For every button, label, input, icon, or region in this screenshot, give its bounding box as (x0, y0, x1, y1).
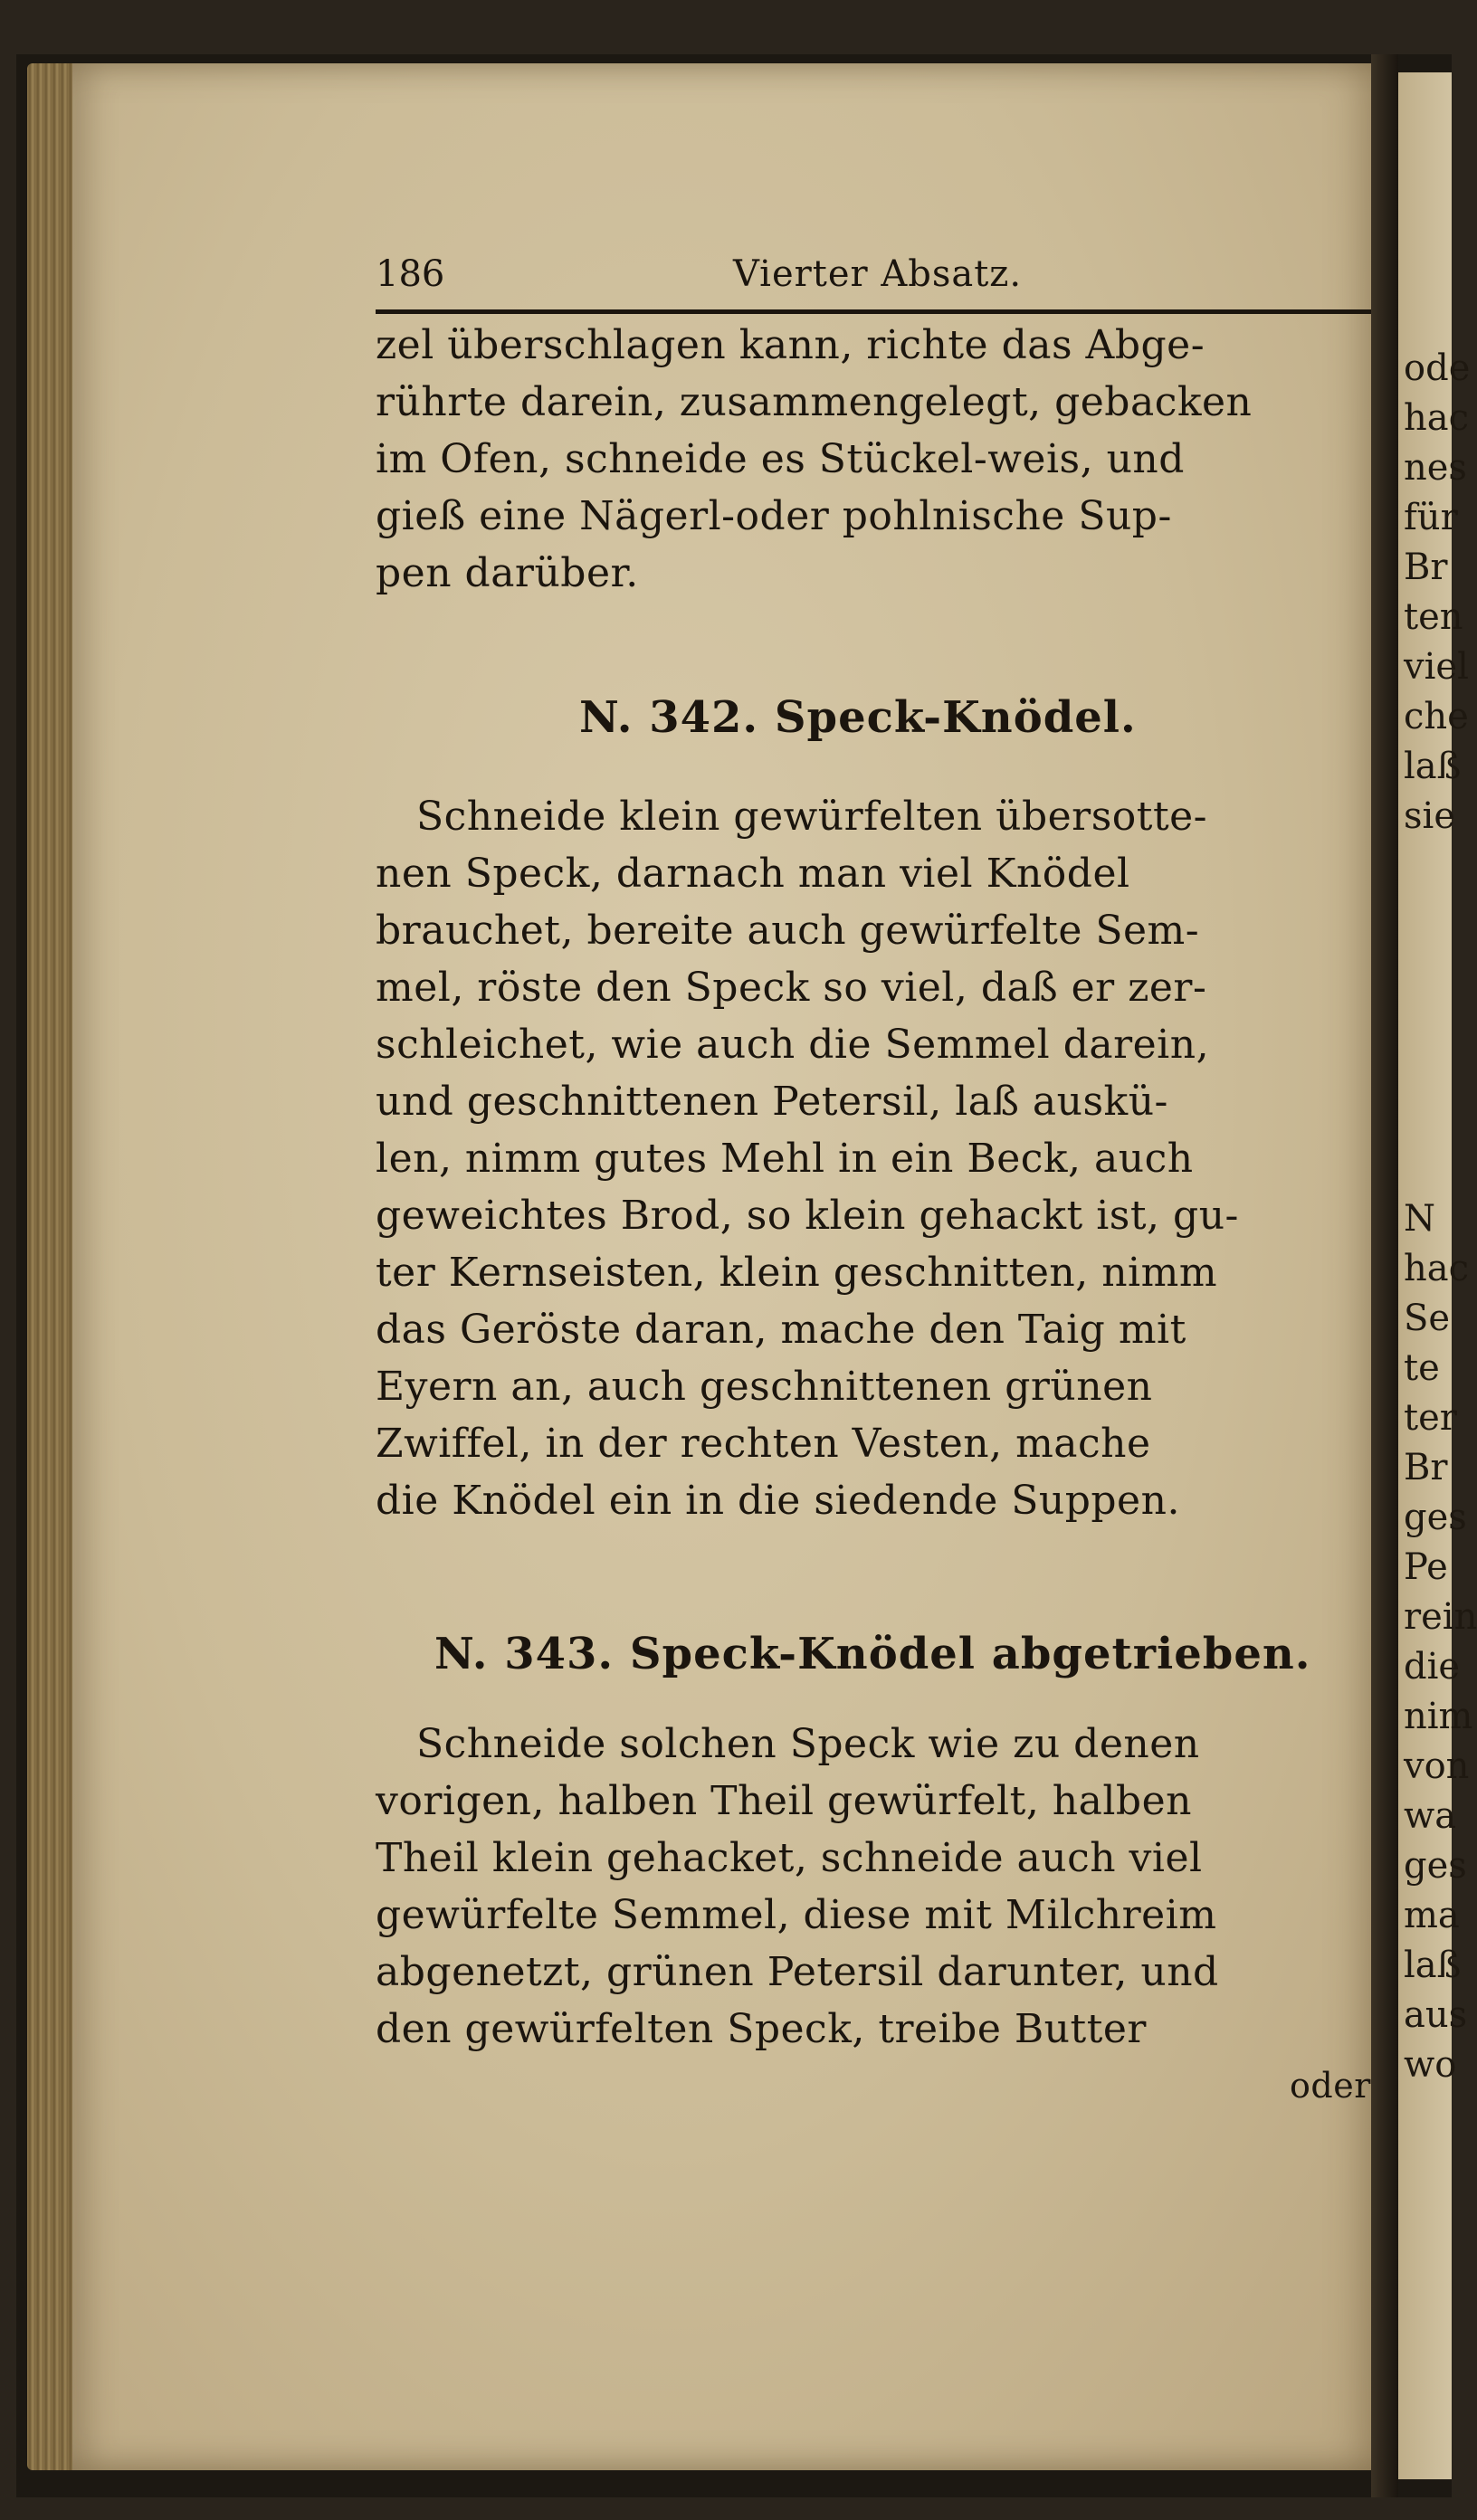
text-line: Schneide klein gewürfelten übersotte- (416, 794, 1208, 840)
text-line: und geschnittenen Petersil, laß auskü- (376, 1079, 1168, 1125)
text-line: Theil klein gehacket, schneide auch viel (376, 1835, 1203, 1881)
fragment: te (1404, 1347, 1440, 1389)
text-line: gieß eine Nägerl-oder pohlnische Sup- (376, 493, 1172, 539)
text-line: Eyern an, auch geschnittenen grünen (376, 1364, 1153, 1410)
fragment: ten (1404, 596, 1463, 638)
text-line: geweichtes Brod, so klein gehackt ist, gu- (376, 1193, 1239, 1239)
text-line: rührte darein, zusammengelegt, gebacken (376, 379, 1253, 425)
text-line: schleichet, wie auch die Semmel darein, (376, 1022, 1210, 1068)
next-page-top-fragments (1398, 344, 1470, 842)
fragment: Se (1404, 1298, 1451, 1339)
fragment: nim (1404, 1696, 1473, 1737)
right-page-edge (1398, 72, 1477, 2479)
fragment: aus (1404, 1994, 1468, 2036)
text-line: Schneide solchen Speck wie zu denen (416, 1721, 1200, 1767)
text-line: vorigen, halben Theil gewürfelt, halben (376, 1778, 1192, 1824)
fragment: sie (1404, 795, 1455, 837)
fragment: hac (1404, 397, 1470, 439)
fragment: che (1404, 696, 1469, 737)
text-line: mel, röste den Speck so viel, daß er zer- (376, 965, 1207, 1011)
text-line: ter Kernseisten, klein geschnitten, nimm (376, 1250, 1218, 1296)
header-rule (376, 309, 1371, 314)
fragment: rein (1404, 1596, 1477, 1638)
fragment: Pe (1404, 1546, 1448, 1588)
fragment: wo (1404, 2044, 1457, 2086)
recipe-body-342 (376, 788, 1367, 1529)
header-title: Vierter Absatz. (733, 253, 1023, 295)
fragment: viel (1404, 646, 1469, 688)
continuation-paragraph (376, 317, 1367, 602)
fragment: für (1404, 497, 1458, 538)
fragment: ma (1404, 1895, 1460, 1936)
text-line: len, nimm gutes Mehl in ein Beck, auch (376, 1136, 1194, 1182)
running-header (376, 253, 1367, 317)
recipe-body-343 (376, 1716, 1371, 2115)
page-text (376, 253, 1371, 2115)
fragment: laß (1404, 746, 1462, 787)
text-line: im Ofen, schneide es Stückel-weis, und (376, 436, 1185, 482)
page-number: 186 (376, 253, 445, 295)
next-page-bottom-fragments (1398, 1194, 1477, 2090)
text-line: brauchet, bereite auch gewürfelte Sem- (376, 908, 1200, 954)
text-line: den gewürfelten Speck, treibe Butter (376, 2006, 1147, 2052)
text-line: zel überschlagen kann, richte das Abge- (376, 322, 1205, 368)
fragment: hac (1404, 1248, 1470, 1289)
text-line: pen darüber. (376, 550, 639, 596)
fragment: Br (1404, 1447, 1448, 1488)
fragment: ode (1404, 347, 1471, 389)
recipe-heading-342: N. 342. Speck-Knödel. (579, 692, 1137, 743)
fragment: von (1404, 1745, 1470, 1787)
fragment: N (1404, 1198, 1435, 1240)
fragment: laß (1404, 1945, 1462, 1986)
fragment: Br (1404, 547, 1448, 588)
text-line: abgenetzt, grünen Petersil darunter, und (376, 1949, 1219, 1995)
fragment: ges (1404, 1497, 1467, 1538)
fragment: wa (1404, 1795, 1457, 1837)
text-line: das Geröste daran, mache den Taig mit (376, 1307, 1186, 1353)
text-line: die Knödel ein in die siedende Suppen. (376, 1478, 1180, 1524)
text-line: nen Speck, darnach man viel Knödel (376, 851, 1130, 897)
text-line: Zwiffel, in der rechten Vesten, mache (376, 1421, 1151, 1467)
fragment: nes (1404, 447, 1467, 489)
catchword: oder (1290, 2066, 1371, 2106)
fragment: ter (1404, 1397, 1457, 1439)
text-line: gewürfelte Semmel, diese mit Milchreim (376, 1892, 1217, 1938)
fragment: ges (1404, 1845, 1467, 1887)
recipe-heading-343: N. 343. Speck-Knödel abgetrieben. (434, 1629, 1311, 1679)
book-gutter (1371, 54, 1398, 2497)
fragment: die (1404, 1646, 1461, 1688)
